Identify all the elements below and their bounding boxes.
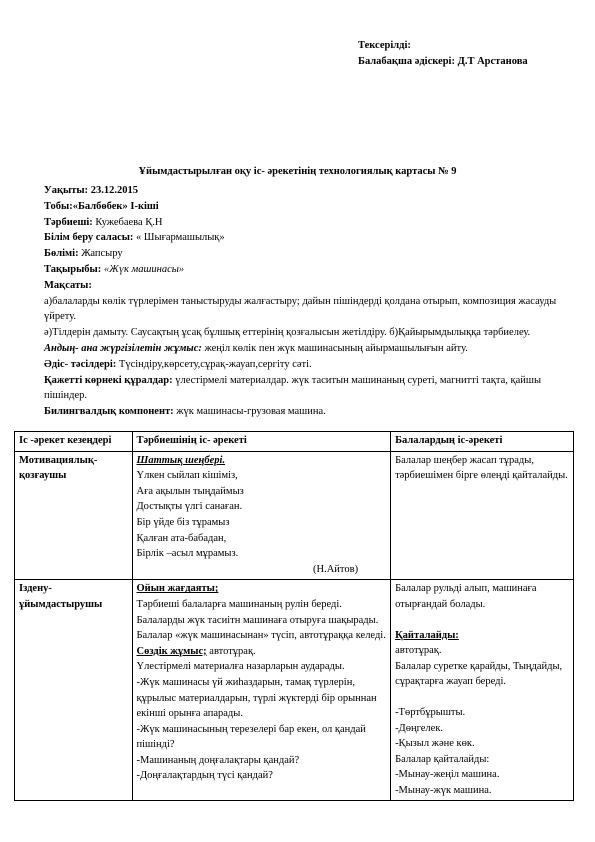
header-teacher: Тәрбиешінің іс- әрекеті — [132, 432, 391, 452]
approval-checked: Тексерілді: — [358, 40, 411, 51]
children-answer: -Қызыл және көк. — [395, 738, 475, 750]
game-heading: Ойын жағдаяты; — [136, 583, 219, 595]
meta-methods: Әдіс- тәсілдері: Түсіндіру,көрсету,сұрақ-жауап,сергіту сәті. — [44, 358, 312, 370]
circle-heading: Шаттық шеңбері. — [136, 454, 226, 466]
header-stage: Іс -әрекет кезеңдері — [15, 432, 133, 452]
meta-goals-label: Мақсаты: — [44, 279, 92, 291]
meta-topic: Тақырыбы: «Жүк машинасы» — [44, 263, 185, 275]
meta-section: Бөлімі: Жапсыру — [44, 248, 123, 260]
poem-line: Аға ақылын тыңдаймыз — [136, 485, 244, 497]
meta-area: Білім беру саласы: « Шығармашылық» — [44, 232, 225, 244]
meta-bilingual: Андың- ана жүргізілетін жұмыс: жеңіл көлік пен жүк машинасының айырмашылығын айту. — [44, 342, 468, 354]
meta-group: Тобы:«Балбөбек» І-кіші — [44, 200, 159, 212]
meta-materials: Қажетті көрнекі құралдар: үлестірмелі материалдар. жүк таситын машинаның суреті, магнитті тақта, қайшы пішіндер. — [44, 374, 542, 402]
children-answer: -Дөңгелек. — [395, 722, 444, 734]
document-title: Ұйымдастырылған оқу іс- әрекетінің технологиялық картасы № 9 — [138, 166, 457, 177]
approval-methodist: Балабақша әдіскері: Д.Т Арстанова — [358, 56, 528, 67]
vocab-line: Сөздік жұмыс; автотұрақ. — [136, 645, 256, 657]
approval-block — [358, 38, 528, 70]
poem-line: Үлкен сыйлап кішімiз, — [136, 470, 238, 482]
teacher-line: -Машинаның доңғалақтары қандай? — [136, 754, 300, 766]
repeat-heading: Қайталайды: — [395, 629, 459, 641]
spacer — [395, 613, 569, 628]
meta-date: Уақыты: 23.12.2015 — [44, 185, 138, 196]
table-row — [15, 451, 574, 580]
poem-line: Қалған ата-бабадан, — [136, 532, 227, 544]
meta-goal-a: а)балаларды көлік түрлерімен таныстыруды жалғастыру; дайын пішіндерді қолдана отырып, композиция жасауды үйрету. — [44, 295, 557, 323]
children-answer: -Мынау-жүк машина. — [395, 784, 492, 796]
teacher-line: -Жүк машинасының терезелері бар екен, ол қандай пішінді? — [136, 723, 366, 751]
children-line: Балалар рульді алып, машинаға отырғандай болады. — [395, 583, 537, 610]
spacer — [395, 690, 569, 705]
meta-teacher: Тәрбиеші: Кужебаева Қ.Н — [44, 216, 163, 228]
table-row — [15, 580, 574, 801]
children-answer: Балалар қайталайды: — [395, 753, 490, 765]
teacher-line: -Доңғалақтардың түсі қандай? — [136, 770, 273, 782]
stage-cell: Іздену-ұйымдастырушы — [15, 580, 133, 801]
lesson-table — [14, 431, 574, 801]
teacher-line: -Жүк машинасы үй жиһаздарын, тамақ түрлерін, құрылыс материалдарын, түрлі жүктерді бір орыннан екінші орынға апарады. — [136, 676, 377, 720]
children-line: Балалар суретке қарайды, Тыңдайды, сұрақтарға жауап береді. — [395, 660, 563, 688]
children-line: автотұрақ. — [395, 645, 442, 657]
teacher-line: Балалар «жүк машинасынан» түсіп, автотұраққа келеді. — [136, 630, 386, 642]
children-cell: Балалар шеңбер жасап тұрады, тәрбиешімен бірге өлеңді қайталайды. — [391, 451, 574, 580]
teacher-line: Үлестірмелі материалға назарларын аударады. — [136, 661, 345, 673]
meta-vocab: Билингвалдық компонент: жүк машинасы-грузовая машина. — [44, 406, 326, 418]
teacher-line: Тәрбиеші балаларға машинаның рулін береді. — [136, 598, 342, 610]
children-cell — [391, 580, 574, 801]
teacher-cell — [132, 580, 391, 801]
meta-goal-b: ә)Тілдерін дамыту. Саусақтың ұсақ бұлшық еттерінің қозғалысын жетілдіру. б)Қайырымдылыққа тәрбиелеу. — [44, 327, 531, 339]
header-children: Балалардың іс-әрекеті — [391, 432, 574, 452]
lesson-meta — [44, 183, 559, 420]
teacher-cell — [132, 451, 391, 580]
table-header-row — [15, 432, 574, 452]
stage-cell: Мотивациялық-қозғаушы — [15, 451, 133, 580]
children-answer: -Мынау-жеңіл машина. — [395, 769, 500, 781]
poem-line: Бір үйде біз тұрамыз — [136, 516, 230, 528]
poem-line: Бірлік –асыл мұрамыз. — [136, 548, 239, 560]
teacher-line: Балаларды жүк тасиітн машинаға отыруға шақырады. — [136, 614, 379, 626]
poem-line: Достықты үлгі санаған. — [136, 501, 243, 513]
children-answer: -Төртбұрышты. — [395, 706, 466, 718]
poem-author: (Н.Айтов) — [313, 563, 359, 575]
